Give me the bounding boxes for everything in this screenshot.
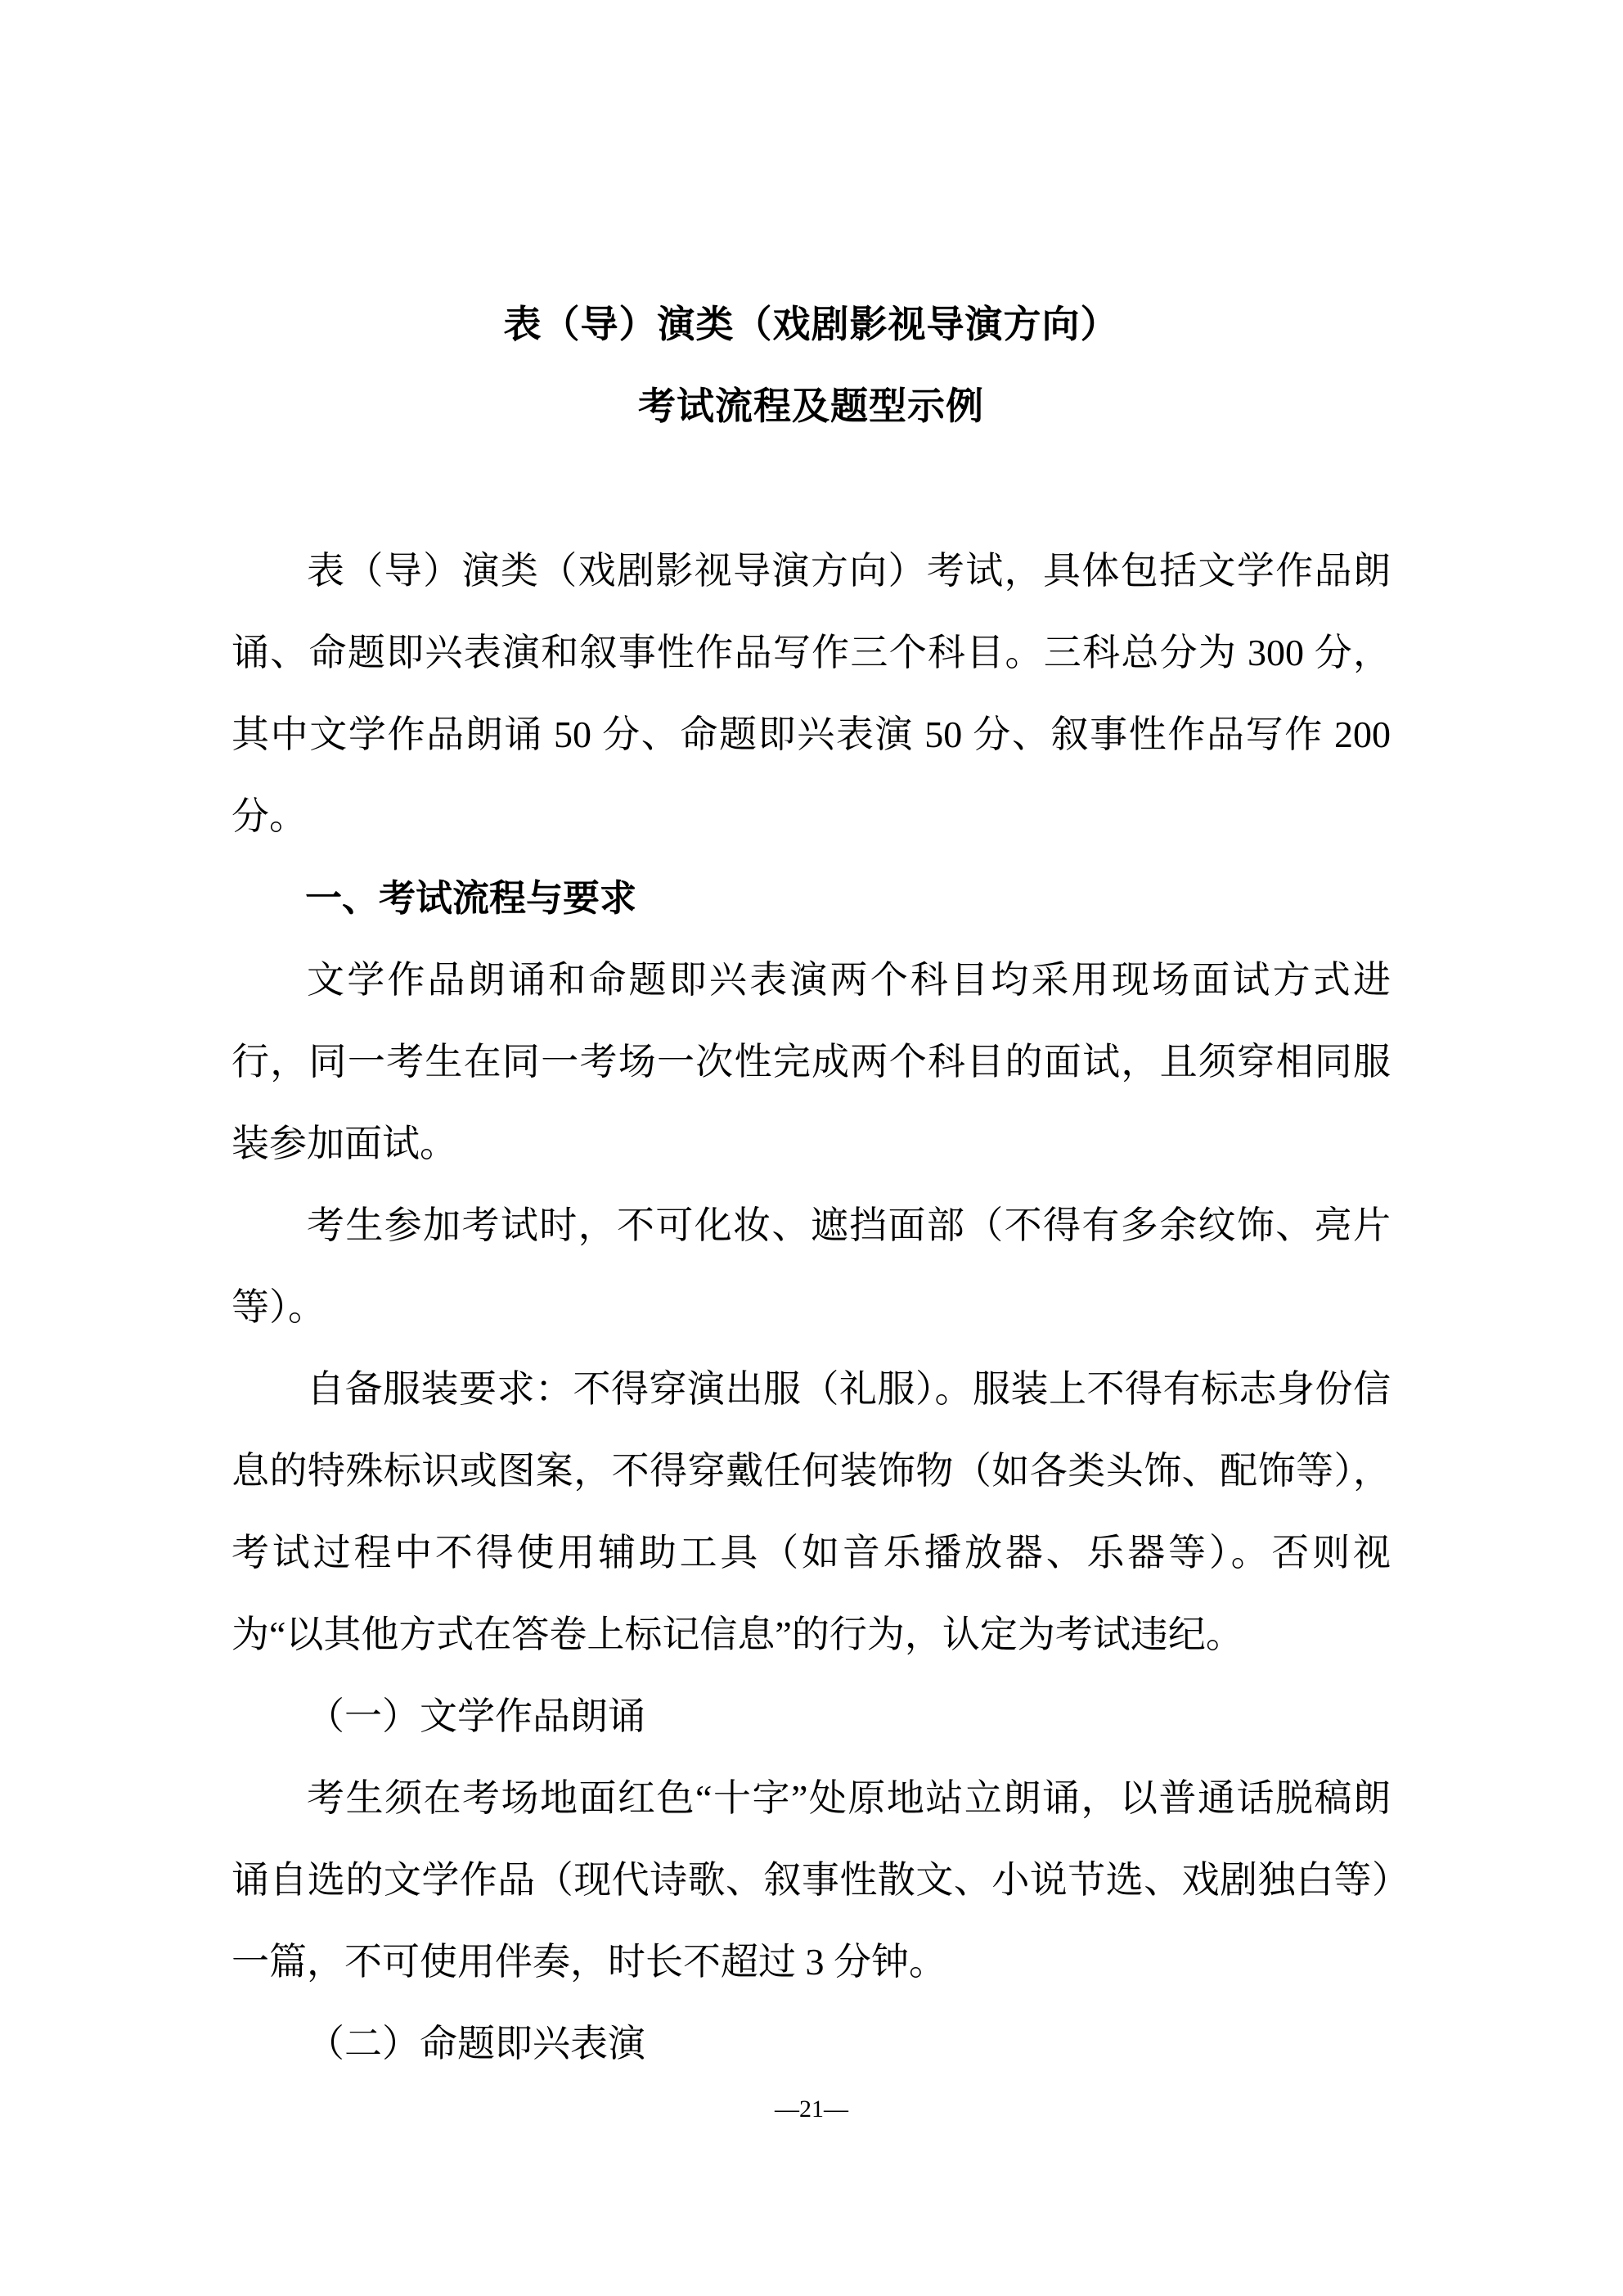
paragraph-no-makeup: 考生参加考试时，不可化妆、遮挡面部（不得有多余纹饰、亮片等）。 — [232, 1204, 1391, 1328]
subheading-improvised-performance: （二）命题即兴表演 — [307, 2023, 645, 2064]
document-title-line-2: 考试流程及题型示例 — [638, 385, 984, 427]
paragraph-interview-format: 文学作品朗诵和命题即兴表演两个科目均采用现场面试方式进行，同一考生在同一考场一次性完成两个科目的面试，且须穿相同服装参加面试。 — [232, 959, 1391, 1164]
document-title-line-1: 表（导）演类（戏剧影视导演方向） — [503, 303, 1119, 345]
intro-paragraph: 表（导）演类（戏剧影视导演方向）考试，具体包括文学作品朗诵、命题即兴表演和叙事性作品写作三个科目。三科总分为 300 分，其中文学作品朗诵 50 分、命题即兴表演 50 分、叙事性作品写作 200 分。 — [232, 550, 1391, 837]
document-body — [232, 530, 1391, 2085]
document-content — [232, 283, 1391, 2085]
subheading-literary-recitation: （一）文学作品朗诵 — [307, 1695, 645, 1737]
paragraph-clothing-requirements: 自备服装要求：不得穿演出服（礼服）。服装上不得有标志身份信息的特殊标识或图案，不得穿戴任何装饰物（如各类头饰、配饰等），考试过程中不得使用辅助工具（如音乐播放器、乐器等）。否则视为“以其他方式在答卷上标记信息”的行为，认定为考试违纪。 — [232, 1368, 1391, 1655]
paragraph-recitation-rules: 考生须在考场地面红色“十字”处原地站立朗诵，以普通话脱稿朗诵自选的文学作品（现代诗歌、叙事性散文、小说节选、戏剧独白等）一篇，不可使用伴奏，时长不超过 3 分钟。 — [232, 1777, 1391, 1983]
page-number: —21— — [775, 2096, 848, 2123]
section-heading-exam-process: 一、考试流程与要求 — [305, 877, 637, 919]
